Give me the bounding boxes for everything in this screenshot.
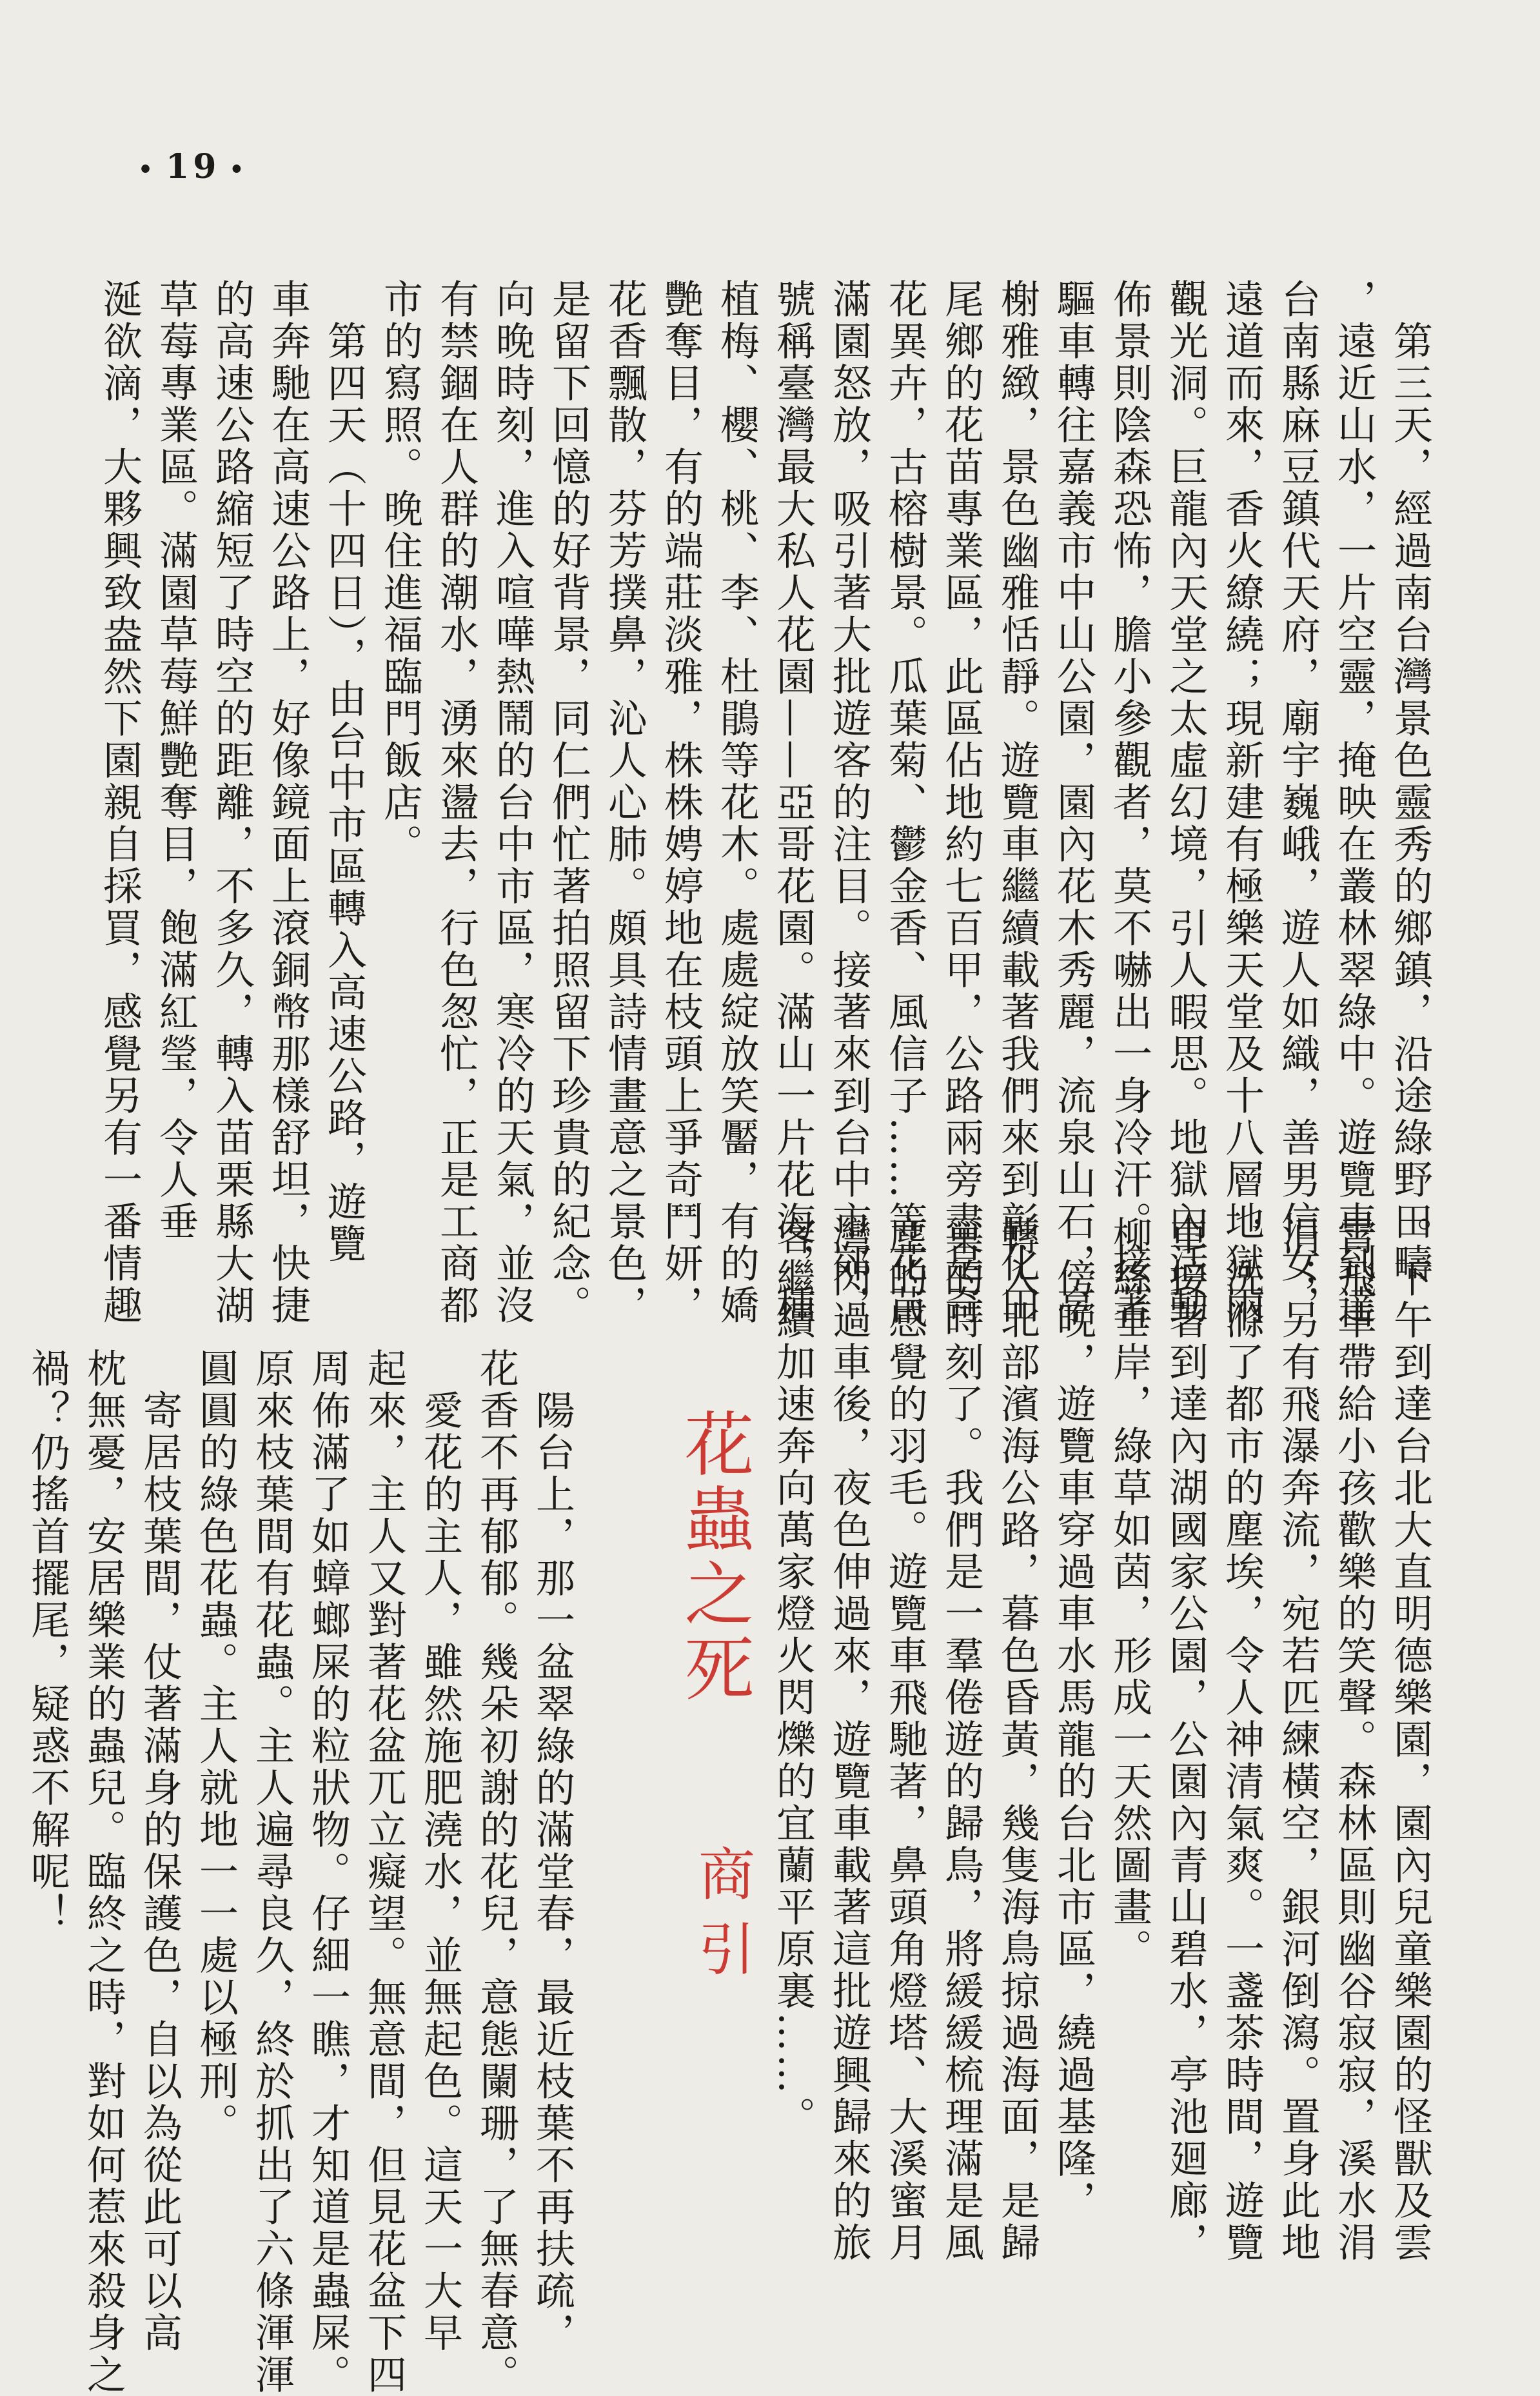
text-line: 霄飛車帶給小孩歡樂的笑聲。森林區則幽谷寂寂，溪水涓 xyxy=(1331,1216,1377,2264)
text-line: 佈景則陰森恐怖，膽小參觀者，莫不嚇出一身冷汗。接著 xyxy=(1107,279,1152,1327)
text-line: 灣閃過車後，夜色伸過來，遊覽車載著這批遊興歸來的旅 xyxy=(826,1216,872,2264)
text-line: 是留下回憶的好背景，同仁們忙著拍照留下珍貴的紀念。 xyxy=(546,279,591,1327)
text-line: 。下午到達台北大直明德樂園，園內兒童樂園的怪獸及雲 xyxy=(1387,1216,1433,2264)
text-line: 寄居枝葉間，仗著滿身的保護色，自以為從此可以高 xyxy=(137,1348,183,2354)
text-line: 尾鄉的花苗專業區，此區佔地約七百甲，公路兩旁盡是奇 xyxy=(938,279,984,1327)
text-line: 第三天，經過南台灣景色靈秀的鄉鎮，沿途綠野田疇 xyxy=(1387,279,1433,1285)
text-line: 車奔馳在高速公路上，好像鏡面上滾銅幣那樣舒坦，快捷 xyxy=(265,279,311,1327)
text-line: 禍？仍搖首擺尾，疑惑不解呢！ xyxy=(25,1348,70,1935)
text-line: ，遠近山水，一片空靈，掩映在叢林翠綠中。遊覽車到達 xyxy=(1331,279,1377,1327)
travel-article-upper xyxy=(97,279,1438,1327)
page-number-dot-right: • xyxy=(229,155,248,183)
text-line: 柳絲垂岸，綠草如茵，形成一天然圖畫。 xyxy=(1107,1216,1152,1970)
text-line: 驅車轉往嘉義市中山公園，園內花木秀麗，流泉山石，亭 xyxy=(1051,279,1096,1327)
text-line: 花香飄散，芬芳撲鼻，沁人心肺。頗具詩情畫意之景色， xyxy=(602,279,647,1327)
text-line: 有禁錮在人群的潮水，湧來盪去，行色怱忙，正是工商都 xyxy=(433,279,479,1327)
text-line: 愛花的主人，雖然施肥澆水，並無起色。這天一大早 xyxy=(417,1348,463,2354)
text-line: 枕無憂，安居樂業的蟲兒。臨終之時，對如何惹來殺身之 xyxy=(81,1348,126,2396)
text-line: 艷奪目，有的端莊淡雅，株株娉婷地在枝頭上爭奇鬥妍， xyxy=(658,279,704,1327)
page-number-dot-left: • xyxy=(138,155,157,183)
text-line: 圓圓的綠色花蟲。主人就地一一處以極刑。 xyxy=(193,1348,239,2144)
text-line: 起來，主人又對著花盆兀立癡望。無意間，但見花盆下四 xyxy=(361,1348,407,2396)
text-line: 涎欲滴，大夥興致盎然下園親自採買，感覺另有一番情趣 xyxy=(97,279,143,1327)
text-line: 轉入北部濱海公路，暮色昏黃，幾隻海鳥掠過海面，是歸 xyxy=(994,1216,1040,2264)
text-line: 遠道而來，香火繚繞；現新建有極樂天堂及十八層地獄兩 xyxy=(1219,279,1265,1327)
text-line: 第四天（十四日），由台中市區轉入高速公路，遊覽 xyxy=(321,279,367,1265)
travel-article-continuation xyxy=(742,1216,1438,2264)
text-line: 車接著到達內湖國家公園，公園內青山碧水，亭池廻廊， xyxy=(1163,1216,1209,2264)
text-line: 涓；另有飛瀑奔流，宛若匹練橫空，銀河倒瀉。置身此地 xyxy=(1275,1216,1321,2264)
text-line: 台南縣麻豆鎮代天府，廟宇巍峨，遊人如織，善男信女， xyxy=(1275,279,1321,1327)
flower-bug-article xyxy=(25,1348,580,2396)
text-line: 原來枝葉間有花蟲。主人遍尋良久，終於抓出了六條渾渾 xyxy=(249,1348,295,2396)
text-line: 向晚時刻，進入喧嘩熱鬧的台中市區，寒冷的天氣，並沒 xyxy=(489,279,535,1327)
text-line: 滿園怒放，吸引著大批遊客的注目。接著來到台中市郊， xyxy=(826,279,872,1327)
text-line: 巢的時刻了。我們是一羣倦遊的歸鳥，將緩緩梳理滿是風 xyxy=(938,1216,984,2264)
article-author: 商引 xyxy=(689,1845,756,1994)
text-line: 塵的感覺的羽毛。遊覽車飛馳著，鼻頭角燈塔、大溪蜜月 xyxy=(882,1216,928,2264)
text-line: 榭雅緻，景色幽雅恬靜。遊覽車繼續載著我們來到彰化田 xyxy=(994,279,1040,1327)
text-line: ，洗滌了都市的塵埃，令人神清氣爽。一盞茶時間，遊覽 xyxy=(1219,1216,1265,2264)
article-title: 花蟲之死 xyxy=(673,1408,753,1707)
text-line: 花香不再郁郁。幾朵初謝的花兒，意態闌珊，了無春意。 xyxy=(473,1348,519,2396)
text-line: 周佈滿了如蟑螂屎的粒狀物。仔細一瞧，才知道是蟲屎。 xyxy=(305,1348,351,2396)
text-line: 號稱臺灣最大私人花園——亞哥花園。滿山一片花海，種 xyxy=(770,279,816,1327)
text-line: 傍晚，遊覽車穿過車水馬龍的台北市區，繞過基隆， xyxy=(1051,1216,1096,2222)
text-line: 花異卉，古榕樹景。瓜葉菊、鬱金香、風信子……等花苗 xyxy=(882,279,928,1327)
text-line: 觀光洞。巨龍內天堂之太虛幻境，引人暇思。地獄內活動 xyxy=(1163,279,1209,1327)
text-line: 的高速公路縮短了時空的距離，不多久，轉入苗栗縣大湖 xyxy=(209,279,255,1327)
text-line: 市的寫照。晚住進福臨門飯店。 xyxy=(377,279,423,866)
page-number-value: 19 xyxy=(166,147,221,186)
text-line: 草莓專業區。滿園草莓鮮艷奪目，飽滿紅瑩，令人垂 xyxy=(153,279,199,1243)
text-line: 陽台上，那一盆翠綠的滿堂春，最近枝葉不再扶疏， xyxy=(529,1348,575,2354)
text-line: 植梅、櫻、桃、李、杜鵑等花木。處處綻放笑靨，有的嬌 xyxy=(714,279,760,1327)
page-number xyxy=(129,147,257,186)
text-line: 客繼續加速奔向萬家燈火閃爍的宜蘭平原裏……。 xyxy=(770,1216,816,2138)
